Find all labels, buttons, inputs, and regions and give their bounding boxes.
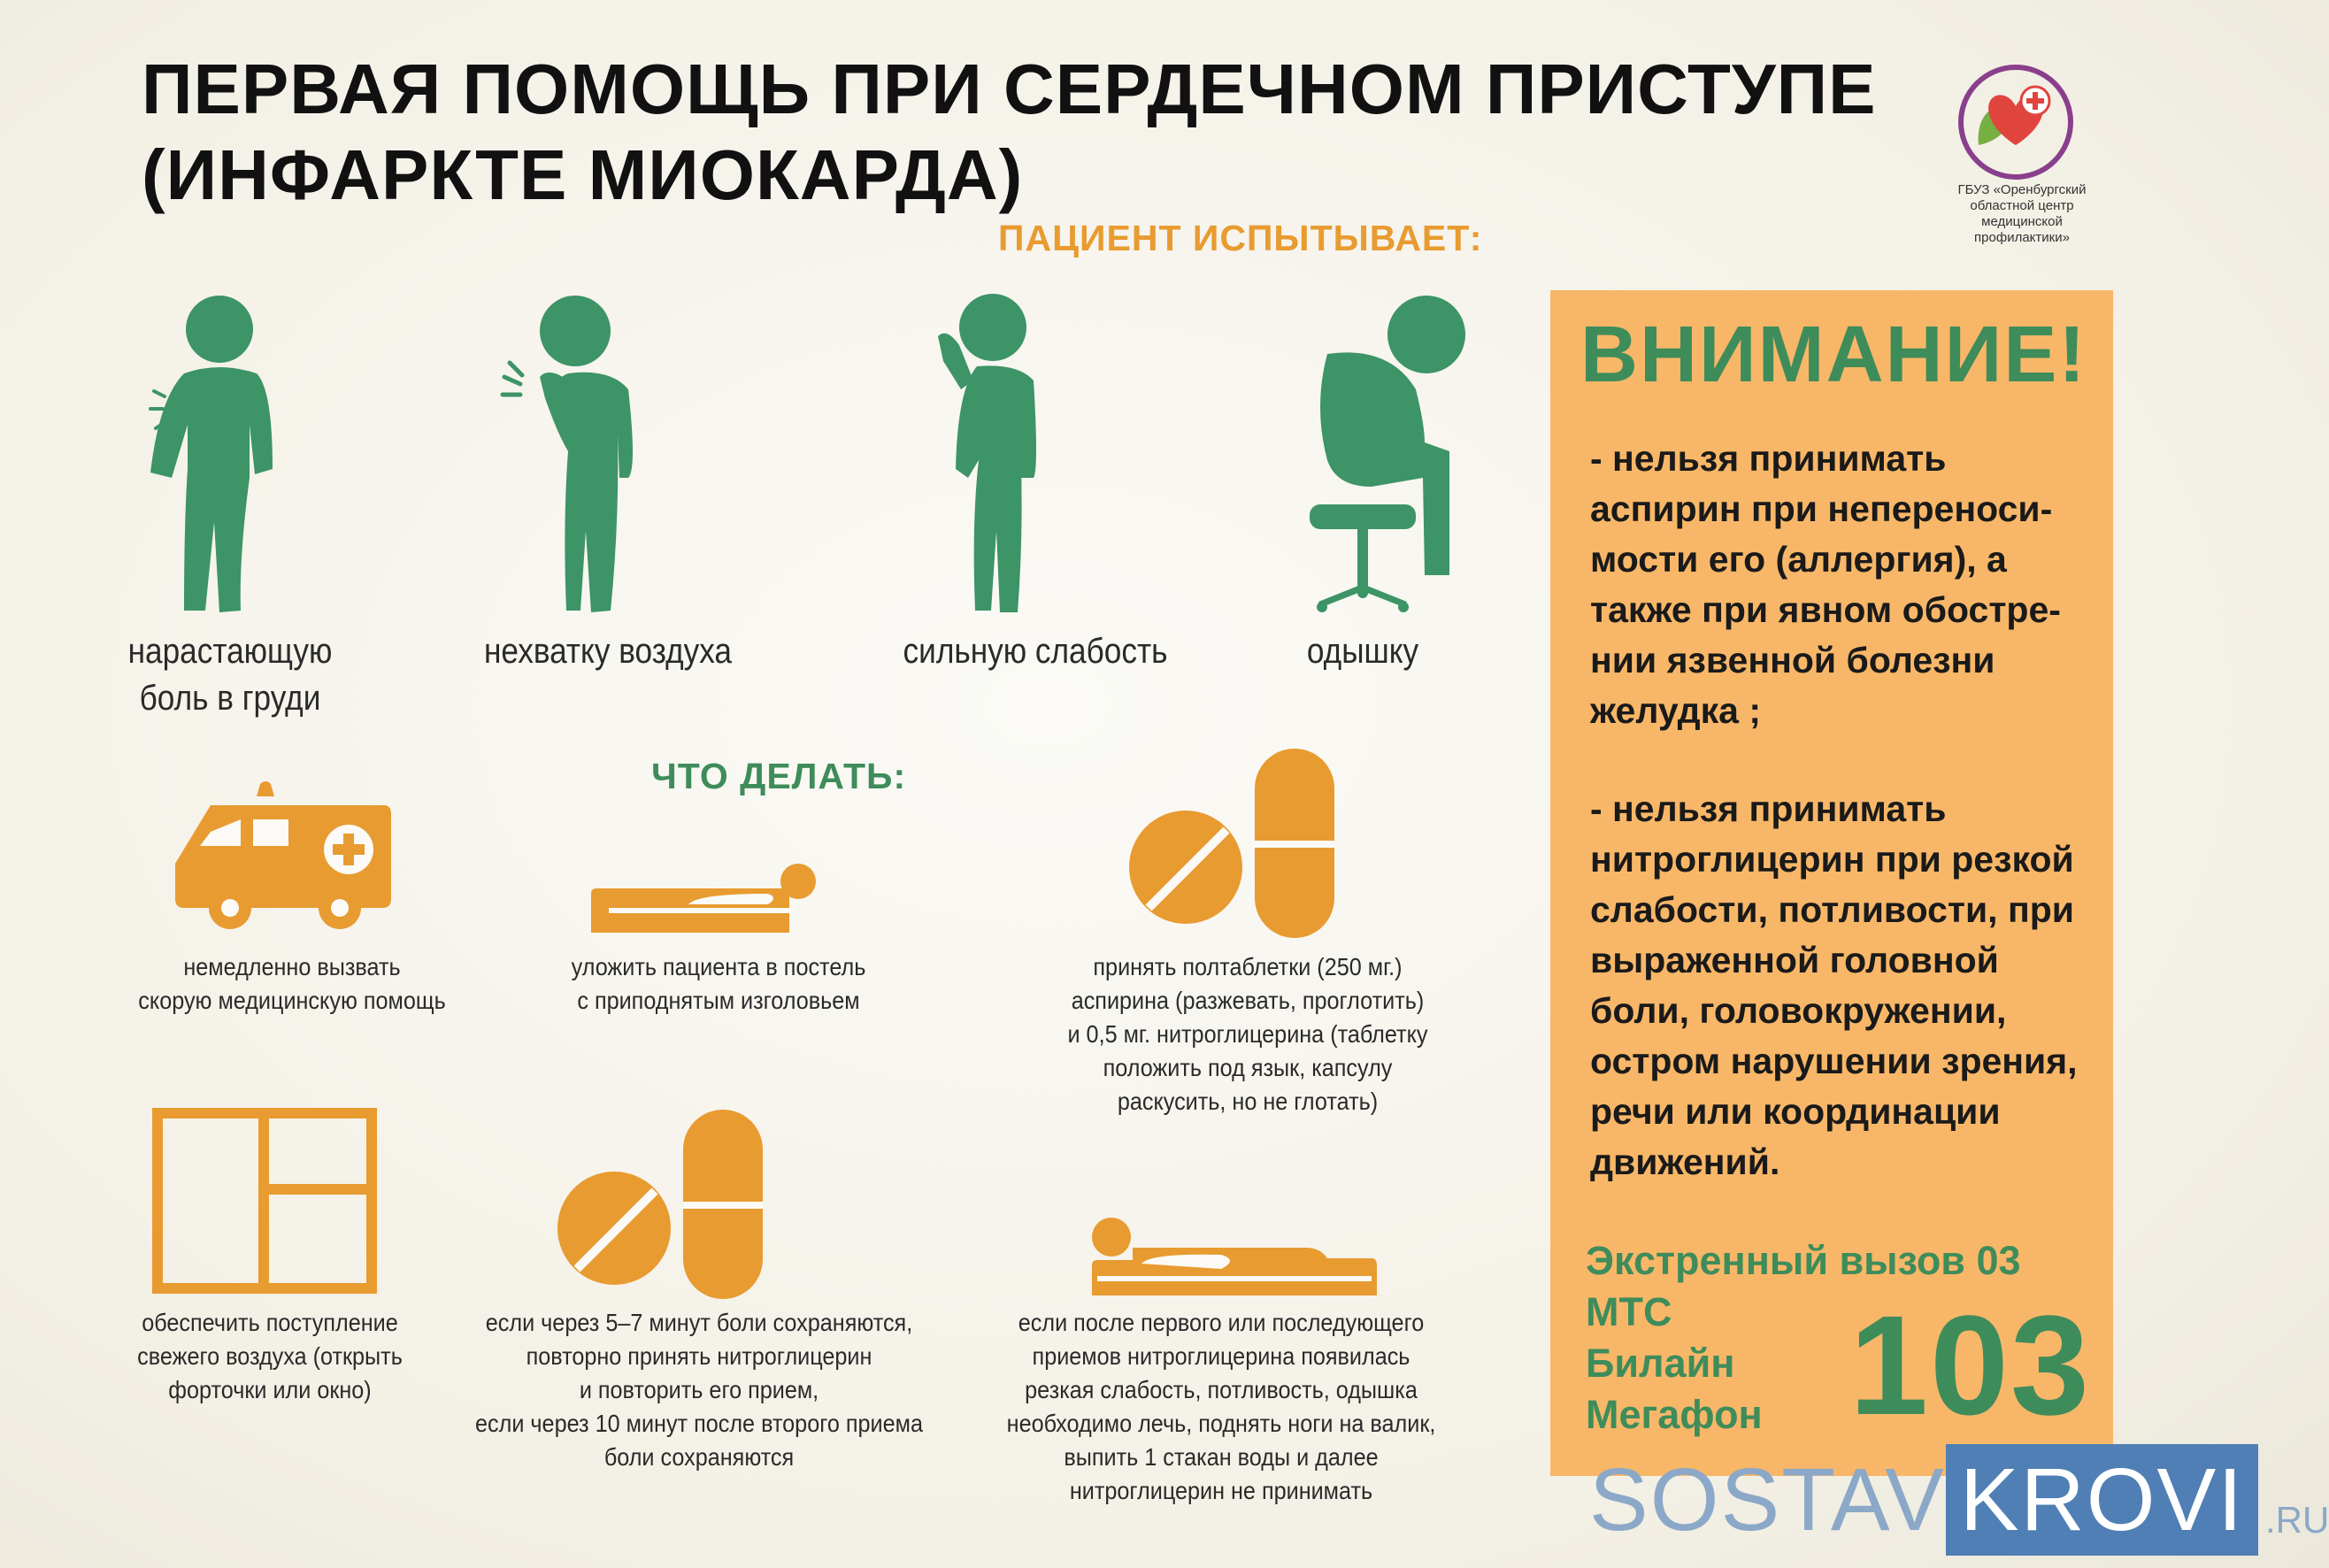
action-line: и 0,5 мг. нитроглицерина (таблетку (1067, 1020, 1428, 1048)
emergency-number: 103 (1849, 1286, 2091, 1444)
symptom-label-weakness (880, 628, 1191, 675)
title-line-2: (ИНФАРКТЕ МИОКАРДА) (142, 135, 1024, 214)
ambulance-icon (175, 779, 391, 929)
symptom-label-line: боль в груди (139, 679, 321, 718)
action-line: приемов нитроглицерина появилась (1032, 1342, 1410, 1370)
action-label-take-aspirin (1041, 950, 1455, 1118)
attention-line: - нельзя принимать (1590, 788, 1947, 829)
organization-line: ГБУЗ «Оренбургский (1957, 182, 2087, 197)
emergency-line: Билайн (1586, 1341, 1735, 1386)
action-line: принять полтаблетки (250 мг.) (1093, 953, 1403, 980)
action-line: повторно принять нитроглицерин (526, 1342, 872, 1370)
attention-line: нитроглицерин при резкой (1590, 839, 2074, 880)
organization-line: медицинской (1981, 214, 2063, 229)
action-line: если после первого или последующего (1018, 1309, 1425, 1336)
action-line: положить под язык, капсулу (1103, 1054, 1393, 1081)
attention-line: аспирин при непереноси- (1590, 488, 2053, 529)
action-line: резкая слабость, потливость, одышка (1025, 1376, 1418, 1403)
symptom-label-line: одышку (1306, 632, 1419, 671)
watermark-part: .RU (2265, 1499, 2329, 1541)
pills-icon (1129, 749, 1334, 938)
action-line: если через 5–7 минут боли сохраняются, (485, 1309, 913, 1336)
symptom-label-lack-of-air (452, 628, 764, 675)
title-line-1: ПЕРВАЯ ПОМОЩЬ ПРИ СЕРДЕЧНОМ ПРИСТУПЕ (142, 50, 1877, 128)
symptom-label-dyspnea (1207, 628, 1518, 675)
heart-leaf-logo-icon (1954, 60, 2078, 184)
dyspnea-figure-icon (1292, 292, 1487, 628)
action-line: обеспечить поступление (142, 1309, 398, 1336)
action-line: раскусить, но не глотать) (1117, 1088, 1379, 1115)
attention-warning-aspirin (1590, 434, 2095, 736)
attention-line: - нельзя принимать (1590, 438, 1947, 479)
action-line: если через 10 минут после второго приема (475, 1410, 923, 1437)
lying-patient-icon (591, 862, 825, 933)
emergency-line: МТС (1586, 1289, 1672, 1334)
window-icon (152, 1108, 377, 1294)
organization-line: областной центр (1970, 198, 2074, 213)
emergency-line: Мегафон (1586, 1392, 1763, 1437)
action-line: необходимо лечь, поднять ноги на валик, (1006, 1410, 1436, 1437)
symptom-label-chest-pain (74, 628, 386, 722)
action-line: боли сохраняются (603, 1443, 795, 1471)
attention-line: выраженной головной (1590, 940, 1999, 980)
attention-warning-nitroglycerin (1590, 784, 2095, 1188)
action-label-lie-down (998, 1306, 1444, 1508)
action-line: с приподнятым изголовьем (577, 987, 860, 1014)
attention-title: ВНИМАНИЕ! (1580, 311, 2087, 399)
attention-line: слабости, потливости, при (1590, 889, 2074, 930)
page-title (142, 46, 1911, 218)
action-line: и повторить его прием, (579, 1376, 819, 1403)
actions-heading: ЧТО ДЕЛАТЬ: (651, 756, 907, 796)
emergency-line: Экстренный вызов 03 (1586, 1238, 2021, 1283)
watermark (1589, 1444, 2329, 1556)
action-line: нитроглицерин не принимать (1069, 1477, 1373, 1504)
action-label-lay-patient (535, 950, 902, 1018)
action-line: немедленно вызвать (183, 953, 401, 980)
weakness-figure-icon (929, 292, 1062, 619)
symptom-label-line: сильную слабость (903, 632, 1168, 671)
watermark-part: KROVI (1946, 1444, 2258, 1556)
chest-pain-figure-icon (133, 292, 292, 619)
symptom-label-line: нехватку воздуха (483, 632, 733, 671)
lying-legs-raised-icon (1088, 1216, 1377, 1295)
organization-line: профилактики» (1974, 230, 2070, 245)
action-line: свежего воздуха (открыть (137, 1342, 403, 1370)
action-line: уложить пациента в постель (571, 953, 866, 980)
action-label-call-ambulance (109, 950, 475, 1018)
attention-line: остром нарушении зрения, (1590, 1041, 2078, 1081)
watermark-part: SOSTAV (1589, 1450, 1946, 1549)
breathless-figure-icon (487, 292, 664, 619)
attention-line: мости его (аллергия), а (1590, 539, 2007, 580)
attention-line: движений. (1590, 1141, 1780, 1182)
pills-repeat-icon (557, 1110, 763, 1299)
attention-line: нии язвенной болезни (1590, 640, 1995, 680)
attention-line: речи или координации (1590, 1091, 2001, 1132)
action-line: аспирина (разжевать, проглотить) (1071, 987, 1425, 1014)
action-line: выпить 1 стакан воды и далее (1064, 1443, 1379, 1471)
action-label-fresh-air (83, 1306, 457, 1407)
symptoms-heading: ПАЦИЕНТ ИСПЫТЫВАЕТ: (998, 218, 1483, 258)
attention-line: желудка ; (1590, 690, 1762, 731)
action-label-repeat-nitroglycerin (468, 1306, 930, 1474)
attention-line: также при явном обостре- (1590, 589, 2061, 630)
symptom-label-line: нарастающую (127, 632, 333, 671)
organization-name (1929, 182, 2115, 246)
attention-line: боли, головокружении, (1590, 990, 2007, 1031)
action-line: форточки или окно) (168, 1376, 372, 1403)
action-line: скорую медицинскую помощь (138, 987, 446, 1014)
